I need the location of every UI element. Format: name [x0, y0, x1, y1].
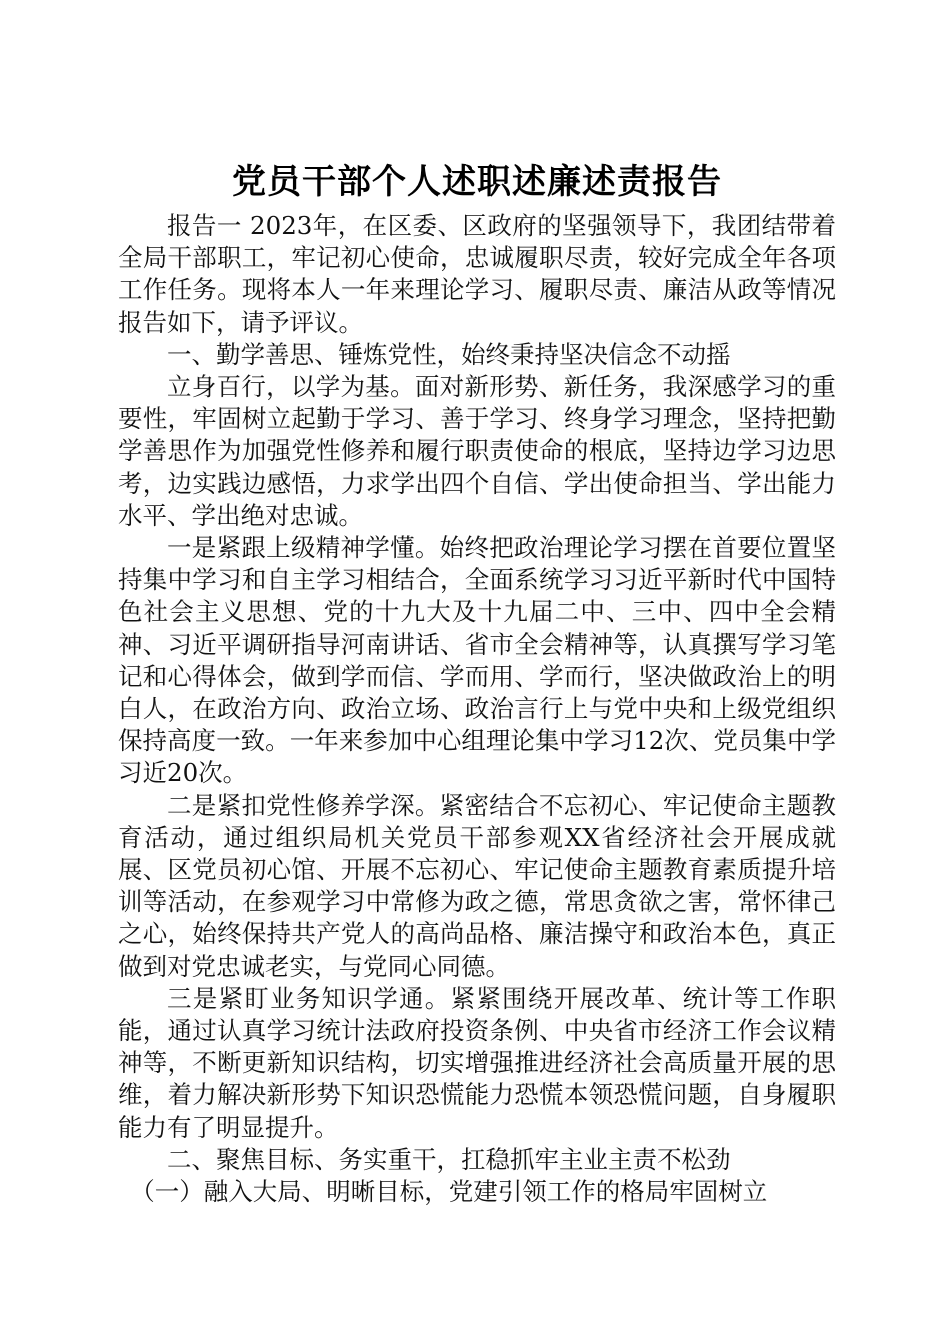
paragraph-point-2: 二是紧扣党性修养学深。紧密结合不忘初心、牢记使命主题教育活动，通过组织局机关党员干部参观XX省经济社会开展成就展、区党员初心馆、开展不忘初心、牢记使命主题教育素质提升培训等活动，在参观学习中常修为政之德，常思贪欲之害，常怀律己之心，始终保持共产党人的高尚品格、廉洁操守和政治本色，真正做到对党忠诚老实，与党同心同德。: [118, 790, 836, 981]
paragraph-point-3: 三是紧盯业务知识学通。紧紧围绕开展改革、统计等工作职能，通过认真学习统计法政府投资条例、中央省市经济工作会议精神等，不断更新知识结构，切实增强推进经济社会高质量开展的思维，着力解决新形势下知识恐慌能力恐慌本领恐慌问题，自身履职能力有了明显提升。: [118, 983, 836, 1142]
section-heading-2: 二、聚焦目标、务实重干，扛稳抓牢主业主责不松劲: [167, 1144, 731, 1174]
document-page: [118, 160, 836, 1208]
paragraph-point-1: 一是紧跟上级精神学懂。始终把政治理论学习摆在首要位置坚持集中学习和自主学习相结合，全面系统学习习近平新时代中国特色社会主义思想、党的十九大及十九届二中、三中、四中全会精神、习近平调研指导河南讲话、省市全会精神等，认真撰写学习笔记和心得体会，做到学而信、学而用、学而行，坚决做政治上的明白人，在政治方向、政治立场、政治言行上与党中央和上级党组织保持高度一致。一年来参加中心组理论集中学习12次、党员集中学习近20次。: [118, 533, 836, 788]
section-heading-1: 一、勤学善思、锤炼党性，始终秉持坚决信念不动摇: [167, 339, 731, 369]
paragraph-intro: 报告一 2023年，在区委、区政府的坚强领导下，我团结带着全局干部职工，牢记初心使命，忠诚履职尽责，较好完成全年各项工作任务。现将本人一年来理论学习、履职尽责、廉洁从政等情况报告如下，请予评议。: [118, 211, 836, 337]
subsection-heading-1: （一）融入大局、明晰目标，党建引领工作的格局牢固树立: [130, 1177, 768, 1207]
document-title: 党员干部个人述职述廉述责报告: [232, 162, 722, 202]
paragraph-study: 立身百行，以学为基。面对新形势、新任务，我深感学习的重要性，牢固树立起勤于学习、善于学习、终身学习理念，坚持把勤学善思作为加强党性修养和履行职责使命的根底，坚持边学习边思考，边实践边感悟，力求学出四个自信、学出使命担当、学出能力水平、学出绝对忠诚。: [118, 372, 836, 530]
